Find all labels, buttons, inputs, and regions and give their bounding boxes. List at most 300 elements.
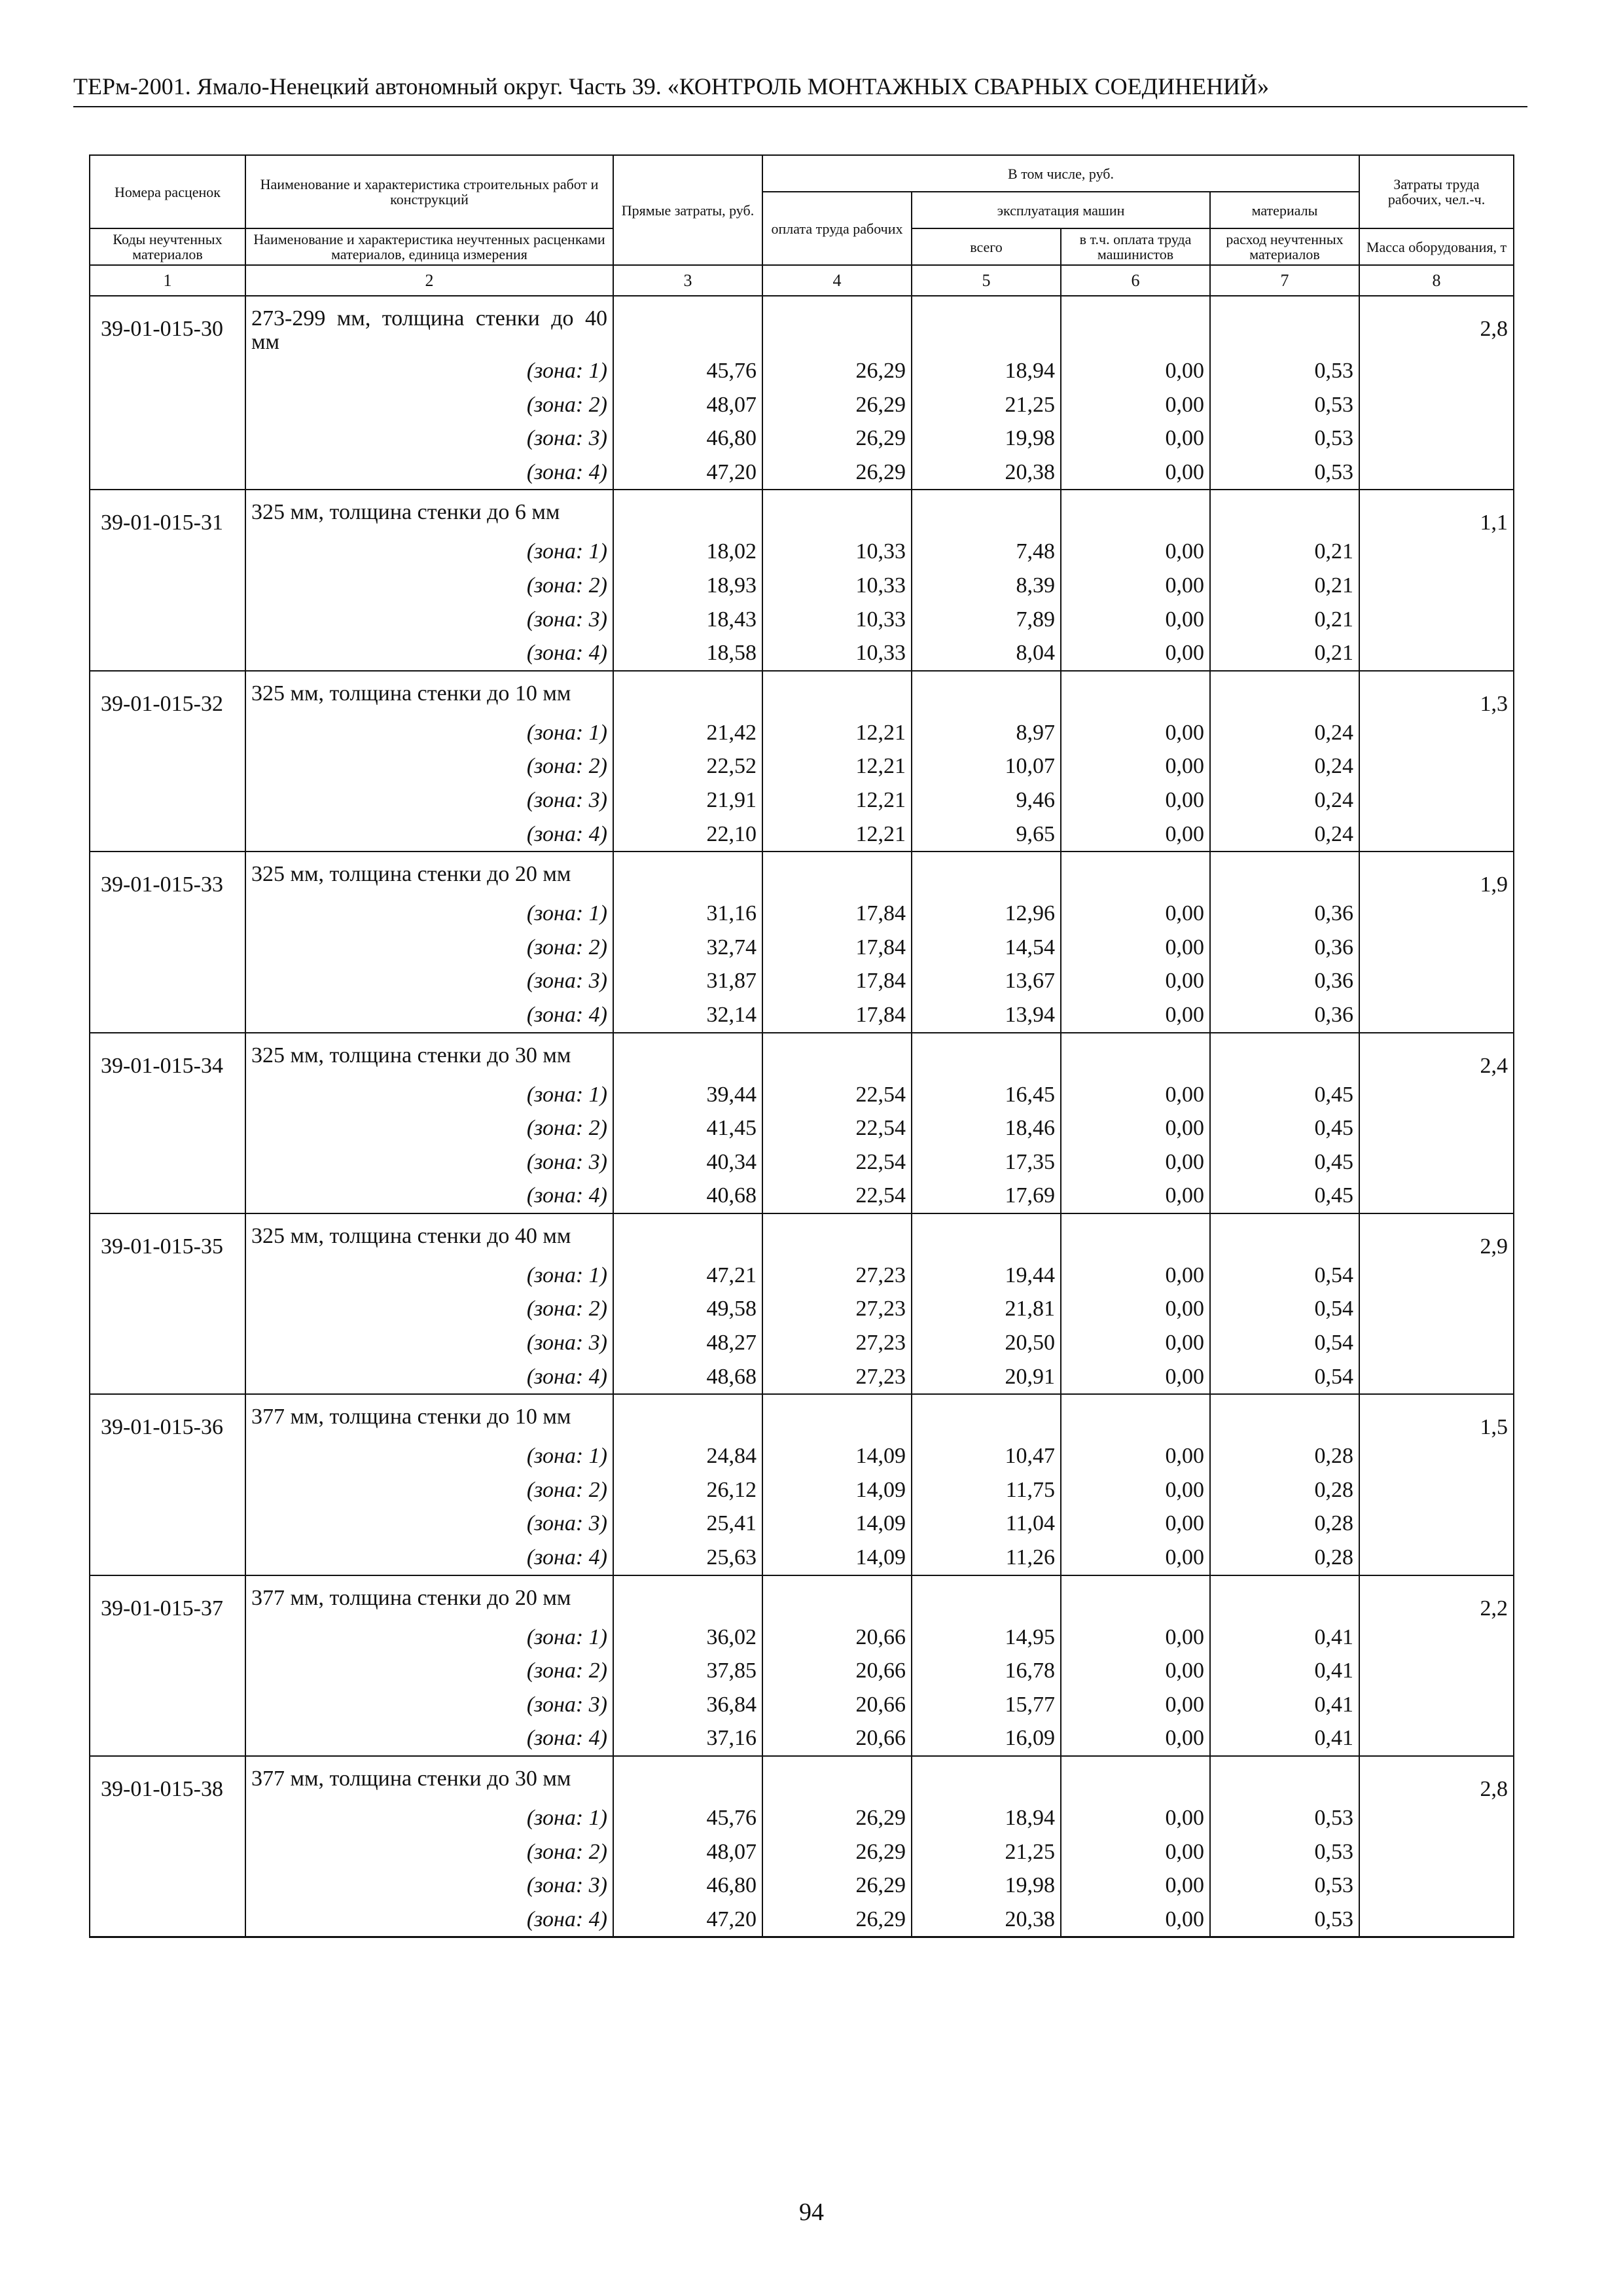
zone-label: (зона: 4) xyxy=(245,1360,613,1395)
materials-value: 0,45 xyxy=(1210,1145,1359,1179)
operator-pay-value: 0,00 xyxy=(1061,1541,1210,1575)
empty-cell xyxy=(613,852,762,897)
worker-pay-value: 20,66 xyxy=(762,1621,912,1655)
direct-costs-value: 48,27 xyxy=(613,1326,762,1360)
operator-pay-value: 0,00 xyxy=(1061,1360,1210,1395)
worker-pay-value: 26,29 xyxy=(762,1903,912,1937)
direct-costs-value: 37,16 xyxy=(613,1721,762,1756)
zone-row xyxy=(90,783,1514,817)
empty-cell xyxy=(613,1213,762,1259)
materials-value: 0,53 xyxy=(1210,422,1359,456)
zone-label: (зона: 3) xyxy=(245,1326,613,1360)
zone-row xyxy=(90,1259,1514,1293)
empty-cell xyxy=(912,296,1061,354)
materials-value: 0,28 xyxy=(1210,1507,1359,1541)
zone-label: (зона: 3) xyxy=(245,1869,613,1903)
empty-cell xyxy=(912,1213,1061,1259)
direct-costs-value: 31,16 xyxy=(613,897,762,931)
zone-row xyxy=(90,535,1514,569)
labor-costs: 2,9 xyxy=(1359,1213,1514,1394)
direct-costs-value: 18,02 xyxy=(613,535,762,569)
machine-total-value: 8,39 xyxy=(912,569,1061,603)
operator-pay-value: 0,00 xyxy=(1061,388,1210,422)
direct-costs-value: 25,41 xyxy=(613,1507,762,1541)
col-number: 7 xyxy=(1210,265,1359,296)
direct-costs-value: 18,93 xyxy=(613,569,762,603)
rate-code: 39-01-015-38 xyxy=(90,1756,245,1937)
machine-total-value: 9,46 xyxy=(912,783,1061,817)
operator-pay-value: 0,00 xyxy=(1061,1259,1210,1293)
worker-pay-value: 26,29 xyxy=(762,422,912,456)
empty-cell xyxy=(1061,852,1210,897)
direct-costs-value: 21,91 xyxy=(613,783,762,817)
header-direct-costs: Прямые затраты, руб. xyxy=(613,155,762,265)
machine-total-value: 19,98 xyxy=(912,1869,1061,1903)
worker-pay-value: 17,84 xyxy=(762,931,912,965)
machine-total-value: 19,98 xyxy=(912,422,1061,456)
empty-cell xyxy=(613,1033,762,1078)
machine-total-value: 19,44 xyxy=(912,1259,1061,1293)
machine-total-value: 11,26 xyxy=(912,1541,1061,1575)
zone-label: (зона: 4) xyxy=(245,998,613,1033)
empty-cell xyxy=(1210,1756,1359,1801)
materials-value: 0,53 xyxy=(1210,1801,1359,1835)
labor-costs: 2,8 xyxy=(1359,296,1514,490)
document-header: ТЕРм-2001. Ямало-Ненецкий автономный округ. Часть 39. «КОНТРОЛЬ МОНТАЖНЫХ СВАРНЫХ СОЕДИНЕНИЙ» xyxy=(73,73,1270,99)
zone-row xyxy=(90,603,1514,637)
machine-total-value: 20,91 xyxy=(912,1360,1061,1395)
rate-code: 39-01-015-34 xyxy=(90,1033,245,1213)
empty-cell xyxy=(912,490,1061,535)
direct-costs-value: 46,80 xyxy=(613,1869,762,1903)
direct-costs-value: 41,45 xyxy=(613,1111,762,1145)
zone-label: (зона: 1) xyxy=(245,1621,613,1655)
materials-value: 0,41 xyxy=(1210,1654,1359,1688)
operator-pay-value: 0,00 xyxy=(1061,1078,1210,1112)
zone-row xyxy=(90,1835,1514,1869)
machine-total-value: 18,46 xyxy=(912,1111,1061,1145)
materials-value: 0,21 xyxy=(1210,636,1359,671)
rate-code: 39-01-015-33 xyxy=(90,852,245,1032)
direct-costs-value: 40,68 xyxy=(613,1179,762,1213)
materials-value: 0,24 xyxy=(1210,716,1359,750)
materials-value: 0,36 xyxy=(1210,897,1359,931)
empty-cell xyxy=(1061,490,1210,535)
worker-pay-value: 27,23 xyxy=(762,1326,912,1360)
col-number: 8 xyxy=(1359,265,1514,296)
worker-pay-value: 26,29 xyxy=(762,1801,912,1835)
operator-pay-value: 0,00 xyxy=(1061,1473,1210,1507)
empty-cell xyxy=(1210,1033,1359,1078)
direct-costs-value: 26,12 xyxy=(613,1473,762,1507)
zone-label: (зона: 3) xyxy=(245,603,613,637)
rate-code: 39-01-015-35 xyxy=(90,1213,245,1394)
materials-value: 0,28 xyxy=(1210,1473,1359,1507)
col-number: 6 xyxy=(1061,265,1210,296)
zone-row xyxy=(90,422,1514,456)
table-header xyxy=(90,155,1514,296)
materials-value: 0,36 xyxy=(1210,964,1359,998)
zone-row xyxy=(90,1326,1514,1360)
header-rule xyxy=(73,106,1527,107)
direct-costs-value: 40,34 xyxy=(613,1145,762,1179)
empty-cell xyxy=(912,671,1061,716)
worker-pay-value: 12,21 xyxy=(762,716,912,750)
empty-cell xyxy=(762,852,912,897)
machine-total-value: 15,77 xyxy=(912,1688,1061,1722)
machine-total-value: 21,25 xyxy=(912,1835,1061,1869)
materials-value: 0,24 xyxy=(1210,783,1359,817)
machine-total-value: 13,67 xyxy=(912,964,1061,998)
zone-row xyxy=(90,1903,1514,1937)
table-row xyxy=(90,1394,1514,1439)
operator-pay-value: 0,00 xyxy=(1061,1507,1210,1541)
worker-pay-value: 26,29 xyxy=(762,354,912,388)
labor-costs: 1,9 xyxy=(1359,852,1514,1032)
direct-costs-value: 45,76 xyxy=(613,1801,762,1835)
materials-value: 0,54 xyxy=(1210,1292,1359,1326)
operator-pay-value: 0,00 xyxy=(1061,964,1210,998)
empty-cell xyxy=(1061,1756,1210,1801)
empty-cell xyxy=(1210,490,1359,535)
worker-pay-value: 22,54 xyxy=(762,1111,912,1145)
machine-total-value: 18,94 xyxy=(912,1801,1061,1835)
zone-label: (зона: 2) xyxy=(245,1835,613,1869)
operator-pay-value: 0,00 xyxy=(1061,535,1210,569)
operator-pay-value: 0,00 xyxy=(1061,1292,1210,1326)
zone-label: (зона: 1) xyxy=(245,716,613,750)
machine-total-value: 21,25 xyxy=(912,388,1061,422)
empty-cell xyxy=(912,852,1061,897)
zone-label: (зона: 1) xyxy=(245,897,613,931)
zone-label: (зона: 3) xyxy=(245,1507,613,1541)
materials-value: 0,54 xyxy=(1210,1259,1359,1293)
zone-label: (зона: 1) xyxy=(245,1801,613,1835)
rates-table xyxy=(89,154,1514,1938)
zone-row xyxy=(90,1439,1514,1473)
labor-costs: 2,8 xyxy=(1359,1756,1514,1937)
labor-costs: 1,3 xyxy=(1359,671,1514,852)
worker-pay-value: 12,21 xyxy=(762,783,912,817)
operator-pay-value: 0,00 xyxy=(1061,1439,1210,1473)
materials-value: 0,21 xyxy=(1210,603,1359,637)
page-number: 94 xyxy=(799,2198,824,2226)
zone-label: (зона: 1) xyxy=(245,1259,613,1293)
work-description: 325 мм, толщина стенки до 20 мм xyxy=(245,852,613,897)
materials-value: 0,21 xyxy=(1210,569,1359,603)
zone-row xyxy=(90,1292,1514,1326)
operator-pay-value: 0,00 xyxy=(1061,716,1210,750)
machine-total-value: 20,50 xyxy=(912,1326,1061,1360)
direct-costs-value: 18,43 xyxy=(613,603,762,637)
rate-code: 39-01-015-30 xyxy=(90,296,245,490)
machine-total-value: 10,47 xyxy=(912,1439,1061,1473)
empty-cell xyxy=(1061,1394,1210,1439)
empty-cell xyxy=(912,1575,1061,1621)
worker-pay-value: 27,23 xyxy=(762,1292,912,1326)
materials-value: 0,45 xyxy=(1210,1078,1359,1112)
operator-pay-value: 0,00 xyxy=(1061,1835,1210,1869)
col-number: 3 xyxy=(613,265,762,296)
direct-costs-value: 24,84 xyxy=(613,1439,762,1473)
direct-costs-value: 48,07 xyxy=(613,1835,762,1869)
direct-costs-value: 21,42 xyxy=(613,716,762,750)
zone-row xyxy=(90,1541,1514,1575)
empty-cell xyxy=(1210,671,1359,716)
worker-pay-value: 14,09 xyxy=(762,1507,912,1541)
work-description: 273-299 мм, толщина стенки до 40 мм xyxy=(245,296,613,354)
machine-total-value: 11,75 xyxy=(912,1473,1061,1507)
table-row xyxy=(90,1213,1514,1259)
zone-label: (зона: 2) xyxy=(245,569,613,603)
header-total: всего xyxy=(912,228,1061,265)
worker-pay-value: 27,23 xyxy=(762,1360,912,1395)
work-description: 325 мм, толщина стенки до 40 мм xyxy=(245,1213,613,1259)
zone-row xyxy=(90,897,1514,931)
work-description: 325 мм, толщина стенки до 6 мм xyxy=(245,490,613,535)
rate-code: 39-01-015-32 xyxy=(90,671,245,852)
machine-total-value: 11,04 xyxy=(912,1507,1061,1541)
machine-total-value: 12,96 xyxy=(912,897,1061,931)
materials-value: 0,24 xyxy=(1210,817,1359,852)
zone-row xyxy=(90,1721,1514,1756)
worker-pay-value: 22,54 xyxy=(762,1078,912,1112)
operator-pay-value: 0,00 xyxy=(1061,1688,1210,1722)
machine-total-value: 8,04 xyxy=(912,636,1061,671)
empty-cell xyxy=(762,1575,912,1621)
machine-total-value: 18,94 xyxy=(912,354,1061,388)
operator-pay-value: 0,00 xyxy=(1061,422,1210,456)
zone-row xyxy=(90,998,1514,1033)
zone-row xyxy=(90,1654,1514,1688)
materials-value: 0,28 xyxy=(1210,1541,1359,1575)
empty-cell xyxy=(613,671,762,716)
operator-pay-value: 0,00 xyxy=(1061,1179,1210,1213)
work-description: 377 мм, толщина стенки до 10 мм xyxy=(245,1394,613,1439)
zone-label: (зона: 2) xyxy=(245,749,613,783)
zone-row xyxy=(90,569,1514,603)
zone-row xyxy=(90,1179,1514,1213)
work-description: 325 мм, толщина стенки до 10 мм xyxy=(245,671,613,716)
worker-pay-value: 26,29 xyxy=(762,388,912,422)
worker-pay-value: 26,29 xyxy=(762,1835,912,1869)
worker-pay-value: 12,21 xyxy=(762,817,912,852)
machine-total-value: 7,48 xyxy=(912,535,1061,569)
zone-row xyxy=(90,1869,1514,1903)
operator-pay-value: 0,00 xyxy=(1061,817,1210,852)
zone-label: (зона: 3) xyxy=(245,422,613,456)
zone-row xyxy=(90,354,1514,388)
zone-row xyxy=(90,456,1514,490)
empty-cell xyxy=(762,296,912,354)
operator-pay-value: 0,00 xyxy=(1061,1721,1210,1756)
zone-row xyxy=(90,1473,1514,1507)
operator-pay-value: 0,00 xyxy=(1061,354,1210,388)
table-row xyxy=(90,490,1514,535)
rate-code: 39-01-015-36 xyxy=(90,1394,245,1575)
header-worker-pay: оплата труда рабочих xyxy=(762,192,912,265)
machine-total-value: 9,65 xyxy=(912,817,1061,852)
direct-costs-value: 39,44 xyxy=(613,1078,762,1112)
zone-label: (зона: 4) xyxy=(245,456,613,490)
zone-row xyxy=(90,817,1514,852)
header-equipment-mass: Масса оборудования, т xyxy=(1359,228,1514,265)
worker-pay-value: 14,09 xyxy=(762,1541,912,1575)
empty-cell xyxy=(613,296,762,354)
empty-cell xyxy=(613,1394,762,1439)
work-description: 325 мм, толщина стенки до 30 мм xyxy=(245,1033,613,1078)
materials-value: 0,45 xyxy=(1210,1111,1359,1145)
machine-total-value: 20,38 xyxy=(912,456,1061,490)
table-row xyxy=(90,1575,1514,1621)
table-row xyxy=(90,671,1514,716)
materials-value: 0,53 xyxy=(1210,388,1359,422)
operator-pay-value: 0,00 xyxy=(1061,1145,1210,1179)
materials-value: 0,53 xyxy=(1210,456,1359,490)
header-including: В том числе, руб. xyxy=(762,155,1359,192)
operator-pay-value: 0,00 xyxy=(1061,1326,1210,1360)
col-number: 1 xyxy=(90,265,245,296)
empty-cell xyxy=(1061,1033,1210,1078)
worker-pay-value: 12,21 xyxy=(762,749,912,783)
zone-row xyxy=(90,1801,1514,1835)
operator-pay-value: 0,00 xyxy=(1061,569,1210,603)
zone-label: (зона: 4) xyxy=(245,636,613,671)
worker-pay-value: 10,33 xyxy=(762,636,912,671)
direct-costs-value: 37,85 xyxy=(613,1654,762,1688)
materials-value: 0,53 xyxy=(1210,1835,1359,1869)
zone-label: (зона: 1) xyxy=(245,535,613,569)
machine-total-value: 10,07 xyxy=(912,749,1061,783)
operator-pay-value: 0,00 xyxy=(1061,998,1210,1033)
materials-value: 0,28 xyxy=(1210,1439,1359,1473)
operator-pay-value: 0,00 xyxy=(1061,636,1210,671)
machine-total-value: 16,09 xyxy=(912,1721,1061,1756)
worker-pay-value: 17,84 xyxy=(762,964,912,998)
operator-pay-value: 0,00 xyxy=(1061,1111,1210,1145)
empty-cell xyxy=(762,1213,912,1259)
zone-label: (зона: 4) xyxy=(245,1541,613,1575)
machine-total-value: 17,69 xyxy=(912,1179,1061,1213)
operator-pay-value: 0,00 xyxy=(1061,1903,1210,1937)
labor-costs: 1,1 xyxy=(1359,490,1514,670)
work-description: 377 мм, толщина стенки до 30 мм xyxy=(245,1756,613,1801)
materials-value: 0,53 xyxy=(1210,1903,1359,1937)
zone-label: (зона: 3) xyxy=(245,964,613,998)
empty-cell xyxy=(613,490,762,535)
worker-pay-value: 20,66 xyxy=(762,1721,912,1756)
materials-value: 0,21 xyxy=(1210,535,1359,569)
machine-total-value: 20,38 xyxy=(912,1903,1061,1937)
worker-pay-value: 22,54 xyxy=(762,1179,912,1213)
col-number: 4 xyxy=(762,265,912,296)
machine-total-value: 8,97 xyxy=(912,716,1061,750)
operator-pay-value: 0,00 xyxy=(1061,603,1210,637)
table-body xyxy=(90,296,1514,1937)
zone-row xyxy=(90,1621,1514,1655)
zone-label: (зона: 3) xyxy=(245,1688,613,1722)
direct-costs-value: 47,21 xyxy=(613,1259,762,1293)
zone-label: (зона: 3) xyxy=(245,783,613,817)
machine-total-value: 14,95 xyxy=(912,1621,1061,1655)
zone-row xyxy=(90,1360,1514,1395)
machine-total-value: 16,45 xyxy=(912,1078,1061,1112)
table-row xyxy=(90,296,1514,354)
worker-pay-value: 10,33 xyxy=(762,603,912,637)
zone-row xyxy=(90,964,1514,998)
direct-costs-value: 48,68 xyxy=(613,1360,762,1395)
table-row xyxy=(90,1033,1514,1078)
machine-total-value: 16,78 xyxy=(912,1654,1061,1688)
empty-cell xyxy=(762,1033,912,1078)
header-materials: материалы xyxy=(1210,192,1359,228)
empty-cell xyxy=(912,1756,1061,1801)
direct-costs-value: 32,14 xyxy=(613,998,762,1033)
header-material-name: Наименование и характеристика неучтенных расценками материалов, единица измерения xyxy=(245,228,613,265)
worker-pay-value: 27,23 xyxy=(762,1259,912,1293)
zone-label: (зона: 4) xyxy=(245,1721,613,1756)
worker-pay-value: 17,84 xyxy=(762,897,912,931)
direct-costs-value: 45,76 xyxy=(613,354,762,388)
zone-label: (зона: 2) xyxy=(245,931,613,965)
zone-label: (зона: 3) xyxy=(245,1145,613,1179)
header-labor-costs: Затраты труда рабочих, чел.-ч. xyxy=(1359,155,1514,228)
zone-row xyxy=(90,1688,1514,1722)
labor-costs: 2,2 xyxy=(1359,1575,1514,1756)
zone-label: (зона: 1) xyxy=(245,354,613,388)
worker-pay-value: 26,29 xyxy=(762,456,912,490)
work-description: 377 мм, толщина стенки до 20 мм xyxy=(245,1575,613,1621)
machine-total-value: 14,54 xyxy=(912,931,1061,965)
direct-costs-value: 48,07 xyxy=(613,388,762,422)
empty-cell xyxy=(762,1756,912,1801)
rate-code: 39-01-015-31 xyxy=(90,490,245,670)
labor-costs: 1,5 xyxy=(1359,1394,1514,1575)
empty-cell xyxy=(912,1033,1061,1078)
table-row xyxy=(90,1756,1514,1801)
zone-row xyxy=(90,1145,1514,1179)
direct-costs-value: 36,02 xyxy=(613,1621,762,1655)
materials-value: 0,24 xyxy=(1210,749,1359,783)
zone-label: (зона: 2) xyxy=(245,388,613,422)
header-operator-pay: в т.ч. оплата труда машинистов xyxy=(1061,228,1210,265)
worker-pay-value: 10,33 xyxy=(762,535,912,569)
header-work-name: Наименование и характеристика строительных работ и конструкций xyxy=(245,155,613,228)
zone-row xyxy=(90,1111,1514,1145)
machine-total-value: 17,35 xyxy=(912,1145,1061,1179)
zone-label: (зона: 2) xyxy=(245,1111,613,1145)
operator-pay-value: 0,00 xyxy=(1061,1869,1210,1903)
materials-value: 0,45 xyxy=(1210,1179,1359,1213)
worker-pay-value: 10,33 xyxy=(762,569,912,603)
zone-label: (зона: 1) xyxy=(245,1078,613,1112)
empty-cell xyxy=(762,490,912,535)
operator-pay-value: 0,00 xyxy=(1061,456,1210,490)
empty-cell xyxy=(1210,1394,1359,1439)
operator-pay-value: 0,00 xyxy=(1061,783,1210,817)
direct-costs-value: 31,87 xyxy=(613,964,762,998)
materials-value: 0,36 xyxy=(1210,998,1359,1033)
direct-costs-value: 49,58 xyxy=(613,1292,762,1326)
operator-pay-value: 0,00 xyxy=(1061,931,1210,965)
empty-cell xyxy=(1210,1575,1359,1621)
worker-pay-value: 20,66 xyxy=(762,1654,912,1688)
machine-total-value: 7,89 xyxy=(912,603,1061,637)
zone-row xyxy=(90,931,1514,965)
materials-value: 0,41 xyxy=(1210,1688,1359,1722)
zone-label: (зона: 2) xyxy=(245,1654,613,1688)
empty-cell xyxy=(1210,296,1359,354)
